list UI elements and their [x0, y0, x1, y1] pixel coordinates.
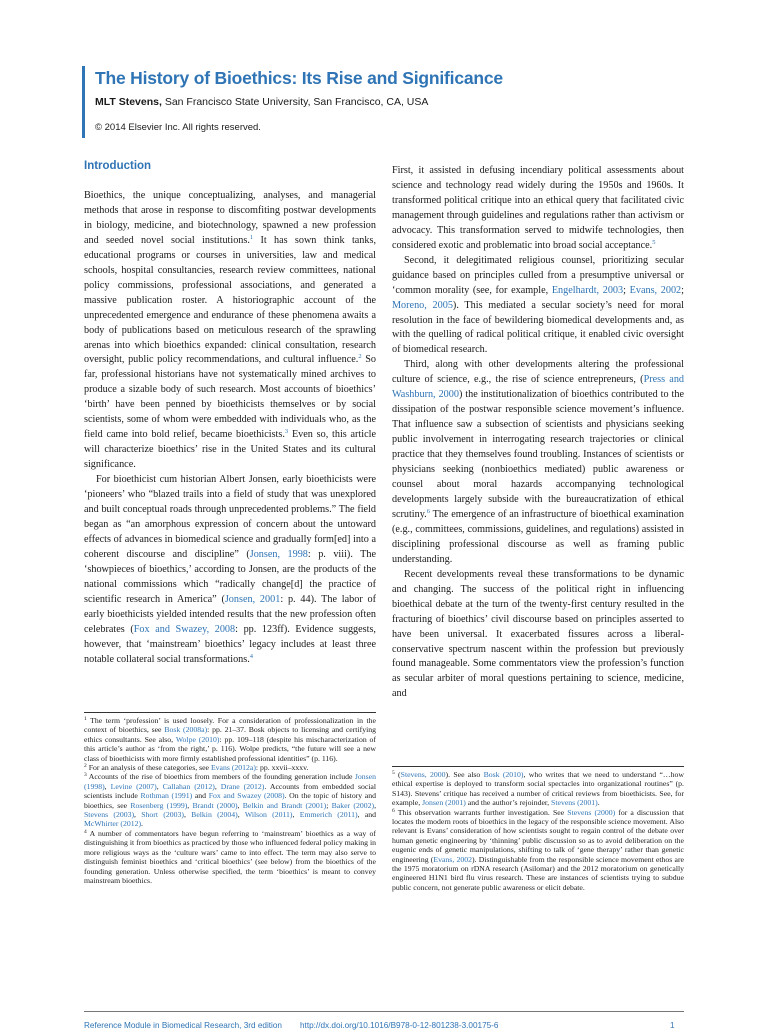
- text-run: First, it assisted in defusing incendiary political assessments about science and technology read widely during the 1950s and 1960s. It transformed political critique into an ethical query that facilitated civic management through guidelines and regulations rather than activism or advocacy. This transformation served to midwife technologies, then considered exotic and problematic into broad social acceptance.: [392, 165, 684, 251]
- citation-link[interactable]: Press and Washburn, 2000: [392, 374, 685, 401]
- footnote-ref: 4: [84, 828, 87, 835]
- text-run: For an analysis of these categories, see: [86, 763, 211, 773]
- right-column: [392, 164, 684, 702]
- citation-link[interactable]: Levine (2007): [110, 781, 157, 791]
- page-number: 1: [670, 1021, 675, 1030]
- author-line: [95, 96, 428, 108]
- citation-link[interactable]: Drane (2012): [220, 781, 265, 791]
- text-run: ) the institutionalization of bioethics contributed to the dissipation of the postwar responsible science movement’s influence. That influence saw a subsection of scientists and physicians seeking public involvement in interrogating research trajectories or clinical practice that they themselves found troubling. Instances of scientists or physicians seeking (nonbioethics mediated) public awareness or counsel about moral hazards accompanying technological developments largely subside with the bureaucratization of ethical scrutiny.: [392, 389, 684, 520]
- text-run: : pp. 123ff). Evidence suggests, however, that ‘mainstream’ bioethics’ legacy includes at least three notable collateral social transformations.: [84, 623, 376, 665]
- citation-link[interactable]: Brandt (2000): [192, 800, 238, 810]
- text-run: ,: [237, 800, 243, 810]
- text-run: and: [192, 791, 209, 801]
- title-accent-bar: [82, 66, 85, 138]
- text-run: Bioethics, the unique conceptualizing, analyses, and managerial methods that arose in response to discomfiting postwar developments in biology, medicine, and biotechnology, spawned a new profession and seeded novel social institutions.: [84, 190, 376, 246]
- citation-link[interactable]: Jonsen (1998): [84, 772, 376, 791]
- text-run: ). Distinguishable from the responsible science movement ethos are the 1975 moratorium on rDNA research (Asilomar) and the 2012 moratorium on genetically engineered H1N1 bird flu virus research. These are instances of scientists trying to subdue public concern, not generate public awareness or elicit debate.: [392, 854, 684, 892]
- text-run: ,: [183, 810, 192, 820]
- text-run: ;: [623, 284, 630, 296]
- footnote: [392, 808, 684, 893]
- footnote-ref[interactable]: 3: [284, 428, 289, 436]
- footnote-ref[interactable]: 5: [652, 238, 656, 246]
- footnote: [84, 772, 376, 828]
- text-run: ). See also: [445, 770, 484, 779]
- text-run: Second, it delegitimated religious counsel, prioritizing secular guidance based on principles culled from a presumptive universal or ‘common morality (see, for example,: [392, 254, 684, 296]
- footnote: [84, 716, 376, 763]
- text-run: A number of commentators have begun referring to ‘mainstream’ bioethics as a way of distinguishing it from bioethics as practiced by those who influenced federal policy making in more religious ways as the ‘culture wars’ came to into effect. The term may also serve to distinguish feminist bioethics and ‘critical bioethics’ (see below) from the bioethics of the founding generation. Unless otherwise specified, the term ‘bioethics’ is meant to convey mainstream bioethics.: [84, 828, 376, 885]
- citation-link[interactable]: Emmerich (2011): [299, 810, 358, 820]
- citation-link[interactable]: Rosenberg (1999): [130, 800, 188, 810]
- paragraph: [392, 254, 684, 359]
- article-title: The History of Bioethics: Its Rise and Significance: [95, 68, 503, 88]
- citation-link[interactable]: Engelhardt, 2003: [551, 284, 624, 296]
- section-heading: Introduction: [84, 160, 152, 172]
- text-run: : pp. 21–37. Bosk objects to licensing and certifying ethics consultants. See also,: [84, 725, 376, 744]
- text-run: ,: [374, 800, 376, 810]
- citation-link[interactable]: Fox and Swazey (2008): [208, 791, 285, 801]
- citation-link[interactable]: Fox and Swazey, 2008: [133, 623, 236, 635]
- footer-rule: [84, 1011, 684, 1012]
- citation-link[interactable]: Baker (2002): [331, 800, 375, 810]
- citation-link[interactable]: Wilson (2011): [244, 810, 293, 820]
- text-run: and the author’s rejoinder,: [465, 798, 552, 808]
- text-run: ;: [326, 800, 332, 810]
- citation-link[interactable]: Jonsen (2001): [422, 798, 466, 808]
- citation-link[interactable]: Bosk (2010): [483, 770, 524, 779]
- left-column: [84, 160, 376, 668]
- footer-doi-link[interactable]: http://dx.doi.org/10.1016/B978-0-12-801238-3.00175-6: [300, 1021, 499, 1030]
- text-run: The emergence of an infrastructure of bioethical examination (e.g., committees, commissions, guidelines, and regulations) assisted in disciplining professional discourse as well as framing public understanding.: [392, 508, 684, 565]
- citation-link[interactable]: Moreno, 2005: [392, 299, 453, 311]
- text-run: . Accounts from embedded social scientists include: [84, 781, 377, 801]
- right-body-text: [392, 164, 684, 702]
- text-run: ,: [237, 810, 245, 820]
- text-run: ). This mediated a secular society’s need for moral resolution in the face of bewildering biomedical developments and, as with the quelling of radical political critique, it enabled civic oversight of biomedical research.: [392, 299, 684, 356]
- text-run: ;: [681, 284, 684, 296]
- paragraph: [392, 164, 684, 254]
- author-affiliation: San Francisco State University, San Francisco, CA, USA: [161, 96, 429, 108]
- footnote-ref: 3: [84, 772, 87, 779]
- left-footnotes: [84, 712, 376, 885]
- footnote-ref: 2: [84, 763, 87, 770]
- footnote-ref: 6: [392, 807, 395, 814]
- text-run: Recent developments reveal these transformations to be dynamic and changing. The success of the political right in influencing bioethical debate at the turn of the twenty-first century resulted in the fracturing of bioethics’ civil discourse based on principles asserted to have been universal. It exacerbated fissures across a liberal-conservative spectrum nascent within the profession but previously found manageable. Some commentators view the profession’s function as secular arbiter of moral questions pertaining to science, medicine, and: [392, 568, 684, 700]
- text-run: : pp. xxvii–xxxv.: [255, 763, 309, 773]
- text-run: ,: [292, 810, 300, 820]
- text-run: ,: [134, 810, 142, 820]
- footnote-ref[interactable]: 2: [358, 353, 362, 361]
- text-run: ,: [187, 800, 193, 810]
- paragraph: [392, 568, 684, 703]
- citation-link[interactable]: Stevens, 2000: [400, 770, 446, 779]
- citation-link[interactable]: Belkin (2004): [191, 810, 238, 820]
- text-run: Even so, this article will characterize bioethics’ rise in the United States and its cultural significance.: [84, 429, 376, 471]
- footer-source: Reference Module in Biomedical Research, 3rd edition: [84, 1021, 282, 1030]
- footnote: [392, 770, 684, 808]
- text-run: : p. viii). The ‘showpieces of bioethics,’ according to Jonsen, are the products of the national commissions which “radically change[d] the practice of scientific research in America” (: [84, 548, 377, 605]
- citation-link[interactable]: Stevens (2003): [84, 810, 135, 820]
- text-run: For bioethicist cum historian Albert Jonsen, early bioethicists were ‘pioneers’ who “blazed trails into a field of study that was unexplored and built conceptual roads through unprecedented problems.” The field began as “an amorphous expression of concern about the untoward effects of advances in biomedical science and gradually form[ed] into a coherent discourse and discipline” (: [84, 474, 376, 560]
- text-run: (: [394, 770, 401, 779]
- footnote-ref[interactable]: 6: [426, 507, 430, 515]
- citation-link[interactable]: Evans (2012a): [210, 763, 256, 773]
- text-run: ,: [156, 781, 163, 791]
- footnote-ref: 1: [84, 716, 87, 722]
- citation-link[interactable]: Stevens (2000): [567, 807, 616, 817]
- text-run: .: [597, 798, 600, 808]
- text-run: . On the topic of history and bioethics, see: [84, 791, 376, 810]
- citation-link[interactable]: Rothman (1991): [140, 791, 193, 801]
- footnote-ref: 5: [392, 770, 395, 776]
- citation-link[interactable]: McWhirter (2012): [84, 819, 142, 829]
- text-run: The term ‘profession’ is used loosely. For a consideration of professionalization in the context of bioethics, see: [84, 716, 376, 735]
- footnote-ref[interactable]: 4: [249, 652, 254, 660]
- paragraph: [84, 473, 376, 667]
- text-run: This observation warrants further investigation. See: [394, 807, 568, 817]
- text-run: , and: [357, 810, 377, 820]
- citation-link[interactable]: Bosk (2008a): [164, 725, 208, 735]
- text-run: Accounts of the rise of bioethics from members of the founding generation include: [86, 772, 355, 782]
- footnote: [84, 829, 376, 885]
- paragraph: [84, 189, 376, 473]
- footnote-ref[interactable]: 1: [249, 233, 254, 241]
- footnote: [84, 763, 376, 772]
- citation-link[interactable]: Evans, 2002: [433, 854, 472, 864]
- citation-link[interactable]: Short (2003): [141, 810, 184, 820]
- citation-link[interactable]: Belkin and Brandt (2001): [242, 800, 327, 810]
- text-run: : p. 44). The labor of early bioethicists yielded intended results that the new profession often celebrates (: [84, 593, 377, 635]
- right-footnotes: [392, 766, 684, 892]
- citation-link[interactable]: Stevens (2001): [551, 798, 598, 808]
- text-run: : pp. 109–118 (despite his mischaracterization of this article’s author as ‘from the right,’ p. 116). Wolpe predicts, “the future will see a new class of bioethicists with more firmly established professional identities” (p. 116).: [84, 734, 377, 763]
- citation-link[interactable]: Jonsen, 1998: [249, 548, 308, 560]
- left-body-text: [84, 189, 376, 668]
- citation-link[interactable]: Jonsen, 2001: [224, 593, 281, 605]
- author-name: MLT Stevens,: [95, 96, 162, 108]
- text-run: ,: [214, 781, 221, 791]
- text-run: .: [141, 819, 143, 829]
- paragraph: [392, 358, 684, 567]
- text-run: Third, along with other developments altering the professional culture of science, e.g., the rise of science entrepreneurs, (: [392, 359, 684, 386]
- text-run: So far, professional historians have not systematically mined archives to produce a sizable body of such research. Most accounts of bioethics’ ‘birth’ have been penned by bioethicists themselves or by social scientists, some of whom were embedded with individuals who, as the field came into bold relief, became bioethicists.: [84, 354, 376, 441]
- text-run: It has sown think tanks, educational programs or courses in universities, law and medical schools, hospital consultancies, research review committees, national policy commissions, professional associations, and generated a massive publication roster. A historiographic account of the unprecedented emergence and endurance of these phenomena awaits a body of publications based on meticulous research of the sprawling arenas into which bioethics expanded: clinical consultation, research oversight, public policy recommendations, and cultural influence.: [84, 234, 377, 366]
- citation-link[interactable]: Callahan (2012): [162, 781, 215, 791]
- text-run: for a discussion that locates the modern roots of bioethics in the legacy of the responsible science movement. Also relevant is Evans’ consideration of how scientists sought to regain control of the debate over human genetic engineering by ‘thinning’ public discussion so as to avoid deliberation on the eugenic ends of genetic manipulations, shifting to talk of ‘gene therapy’ rather than genetic engineering (: [392, 807, 684, 864]
- text-run: , who writes that we need to understand “…how ethical expertise is deployed to transform social spectacles into organizational routines” (p. S143). Stevens’ critique has received a number of critical reviews from bioethicists. See, for example,: [392, 770, 684, 808]
- copyright-notice: © 2014 Elsevier Inc. All rights reserved.: [95, 122, 261, 133]
- citation-link[interactable]: Wolpe (2010): [175, 734, 220, 744]
- text-run: ,: [104, 781, 111, 791]
- citation-link[interactable]: Evans, 2002: [629, 284, 682, 296]
